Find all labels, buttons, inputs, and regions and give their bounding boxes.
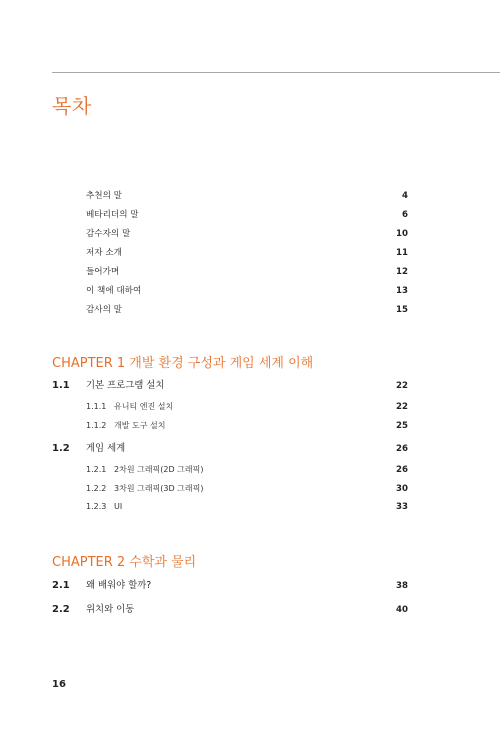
subsection-label: 3차원 그래픽(3D 그래픽) <box>114 484 204 493</box>
section-page: 38 <box>396 581 408 591</box>
chapter-1-heading[interactable]: CHAPTER 1 개발 환경 구성과 게임 세계 이해 <box>52 356 314 371</box>
entry-page: 13 <box>396 286 408 296</box>
subsection-row[interactable] <box>86 417 408 435</box>
toc-entry[interactable] <box>86 187 408 206</box>
section-label: 게임 세계 <box>86 443 126 454</box>
section-page: 40 <box>396 605 408 615</box>
subsection-page: 22 <box>396 402 408 412</box>
entry-page: 10 <box>396 229 408 239</box>
toc-entry[interactable] <box>86 225 408 244</box>
entry-label: 감사의 말 <box>86 305 122 315</box>
entry-page: 4 <box>402 191 408 201</box>
subsection-number: 1.2.2 <box>86 484 107 493</box>
entry-page: 12 <box>396 267 408 277</box>
toc-entry[interactable] <box>86 244 408 263</box>
section-number: 1.1 <box>52 380 70 391</box>
entry-page: 15 <box>396 305 408 315</box>
toc-entry[interactable] <box>86 206 408 225</box>
subsection-number: 1.2.3 <box>86 502 107 511</box>
section-number: 2.1 <box>52 580 70 591</box>
subsection-row[interactable] <box>86 461 408 479</box>
section-label: 위치와 이동 <box>86 604 135 615</box>
entry-label: 추천의 말 <box>86 191 122 201</box>
subsection-number: 1.2.1 <box>86 465 107 474</box>
page-number: 16 <box>52 679 66 690</box>
section-row[interactable] <box>52 577 408 595</box>
section-label: 기본 프로그램 설치 <box>86 380 165 391</box>
front-matter-list <box>86 187 408 320</box>
subsection-label: 개발 도구 설치 <box>114 421 166 430</box>
section-label: 왜 배워야 할까? <box>86 580 152 591</box>
section-row[interactable] <box>52 377 408 395</box>
subsection-page: 26 <box>396 465 408 475</box>
toc-entry[interactable] <box>86 301 408 320</box>
subsection-number: 1.1.2 <box>86 421 107 430</box>
entry-label: 들어가며 <box>86 267 120 277</box>
section-number: 2.2 <box>52 604 70 615</box>
entry-label: 감수자의 말 <box>86 229 131 239</box>
subsection-label: 2차원 그래픽(2D 그래픽) <box>114 465 204 474</box>
subsection-row[interactable] <box>86 498 408 516</box>
entry-label: 베타리더의 말 <box>86 210 139 220</box>
entry-label: 이 책에 대하여 <box>86 286 142 296</box>
toc-title: 목차 <box>52 94 92 118</box>
section-number: 1.2 <box>52 443 70 454</box>
subsection-page: 25 <box>396 421 408 431</box>
toc-entry[interactable] <box>86 263 408 282</box>
section-page: 22 <box>396 381 408 391</box>
section-row[interactable] <box>52 440 408 458</box>
subsection-page: 33 <box>396 502 408 512</box>
section-page: 26 <box>396 444 408 454</box>
subsection-page: 30 <box>396 484 408 494</box>
top-rule <box>52 72 500 73</box>
entry-page: 6 <box>402 210 408 220</box>
subsection-row[interactable] <box>86 398 408 416</box>
entry-label: 저자 소개 <box>86 248 122 258</box>
section-row[interactable] <box>52 601 408 619</box>
chapter-2-heading[interactable]: CHAPTER 2 수학과 물리 <box>52 555 197 570</box>
entry-page: 11 <box>396 248 408 258</box>
toc-entry[interactable] <box>86 282 408 301</box>
subsection-label: UI <box>114 502 123 511</box>
subsection-row[interactable] <box>86 480 408 498</box>
subsection-label: 유니티 엔진 설치 <box>114 402 174 411</box>
subsection-number: 1.1.1 <box>86 402 107 411</box>
